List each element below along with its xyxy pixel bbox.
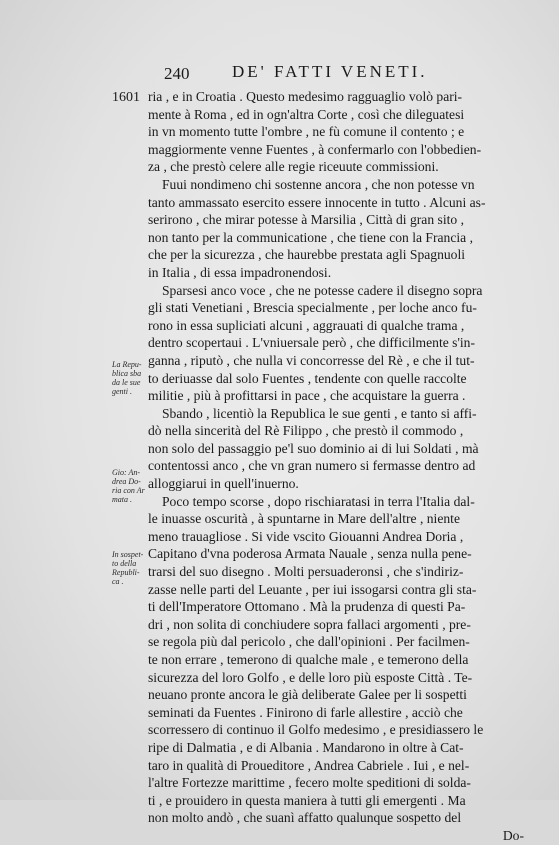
text-line: Fuui nondimeno chi sostenne ancora , che non potesse vn	[162, 176, 475, 192]
text-line: meno trauagliose . Si vide vscito Giouanni Andrea Doria ,	[148, 528, 464, 544]
text-line: dri , non solita di conchiudere sopra fallaci argomenti , pre-	[148, 616, 471, 632]
text-line: in Italia , di essa impadronendosi.	[148, 264, 332, 280]
text-line: sicurezza del loro Golfo , e delle loro più esposte Città . Te-	[148, 669, 473, 685]
text-line: Poco tempo scorse , dopo rischiaratasi in terra l'Italia dal-	[162, 493, 475, 509]
margin-note-sospetto-republica: In sospet- to della Republi- ca .	[112, 550, 144, 586]
text-line: taro in qualità di Proueditore , Andrea Cabriele . Iui , e nel-	[148, 757, 470, 773]
text-line: ganna , riputò , che nulla vi concorresse del Rè , e che il tut-	[148, 352, 475, 368]
page-header	[0, 62, 559, 84]
text-line: Capitano d'vna poderosa Armata Nauale , senza nulla pene-	[148, 546, 472, 562]
text-line: Sbando , licentiò la Republica le sue genti , e tanto si affi-	[162, 405, 477, 421]
text-line: mente à Roma , ed in ogn'altra Corte , così che dileguatesi	[148, 106, 465, 122]
text-line: te non errare , temerono di qualche male , e temerono della	[148, 652, 469, 667]
body-text	[148, 88, 524, 845]
text-line: se regola più dal pericolo , che dall'opinioni . Per facilmen-	[148, 634, 470, 650]
page-number: 240	[164, 64, 190, 83]
text-line: che per la sicurezza , che haurebbe prestata agli Spagnuoli	[148, 247, 466, 263]
text-line: rono in essa supliciati alcuni , aggrauati di qualche trama ,	[148, 317, 465, 333]
text-line: seminati da Fuentes . Finirono di farle allestire , acciò che	[148, 704, 463, 720]
text-line: contentossi anco , che vn gran numero si fermasse dentro ad	[148, 458, 476, 474]
text-line: l'altre Fortezze marittime , fecero molte speditioni di solda-	[148, 775, 471, 791]
text-line: dentro scopertaui . L'vniuersale però , che difficilmente s'in-	[148, 335, 476, 351]
text-line: dò nella sincerità del Rè Filippo , che prestò il commodo ,	[148, 423, 464, 439]
text-line: ti , e prouidero in questa maniera à tutti gli emergenti . Ma	[148, 792, 466, 808]
text-line: non solo del passaggio pe'l suo dominio ai di lui Soldati , mà	[148, 440, 479, 456]
text-line: ria , e in Croatia . Questo medesimo ragguaglio volò pari-	[148, 89, 463, 104]
text-line: to deriuasse dal solo Fuentes , tendente con quelle raccolte	[148, 370, 467, 386]
text-line: za , che prestò celere alle regie riceuute commissioni.	[148, 159, 439, 175]
text-line: neuano pronte ancora le già deliberate Galee per li sospetti	[148, 687, 467, 703]
text-line: serirono , che mirar potesse à Marsilia , Città di gran sito ,	[148, 212, 464, 228]
text-line: scorressero di continuo il Golfo medesimo , e presidiassero le	[148, 722, 484, 738]
text-line: non molto andò , che suanì affatto qualunque sospetto del	[148, 810, 462, 826]
text-line: trarsi del suo disegno . Molti persuaderonsi , che s'indiriz-	[148, 564, 464, 580]
catchword: Do-	[502, 827, 524, 843]
text-line: ripe di Dalmatia , e di Albania . Mandarono in oltre à Cat-	[148, 739, 464, 755]
year-margin: 1601	[112, 90, 140, 105]
text-line: gli stati Venetiani , Brescia specialmente , per loche anco fu-	[148, 300, 477, 316]
text-line: maggiormente venne Fuentes , à confermarlo con l'obbedien-	[148, 141, 482, 157]
running-title: DE' FATTI VENETI.	[232, 62, 428, 81]
text-line: Sparsesi anco voce , che ne potesse cadere il disegno sopra	[162, 282, 483, 298]
text-line: tanto ammassato esercito essere innocente in tutto . Alcuni as-	[148, 194, 486, 210]
margin-note-republica-genti: La Repu- blica sba da le sue genti .	[112, 360, 142, 396]
text-line: zasse nelle parti del Leuante , per iui issogarsi contra gli sta-	[148, 581, 477, 597]
text-line: non tanto per la communicatione , che tiene con la Francia ,	[148, 229, 473, 245]
text-line: militie , più à profittarsi in pace , che acquistare la guerra .	[148, 388, 466, 404]
text-line: le inuasse oscurità , à spuntarne in Mare dell'altre , niente	[148, 511, 460, 527]
text-line: alloggiarui in quell'inuerno.	[148, 476, 299, 492]
text-line: ti dell'Imperatore Ottomano . Mà la prudenza di questi Pa-	[148, 599, 466, 615]
margin-note-doria-armata: Gio: An- drea Do- ria con Ar mata .	[112, 468, 145, 504]
text-line: in vn momento tutte l'ombre , ne fù comune il contento ; e	[148, 124, 465, 140]
